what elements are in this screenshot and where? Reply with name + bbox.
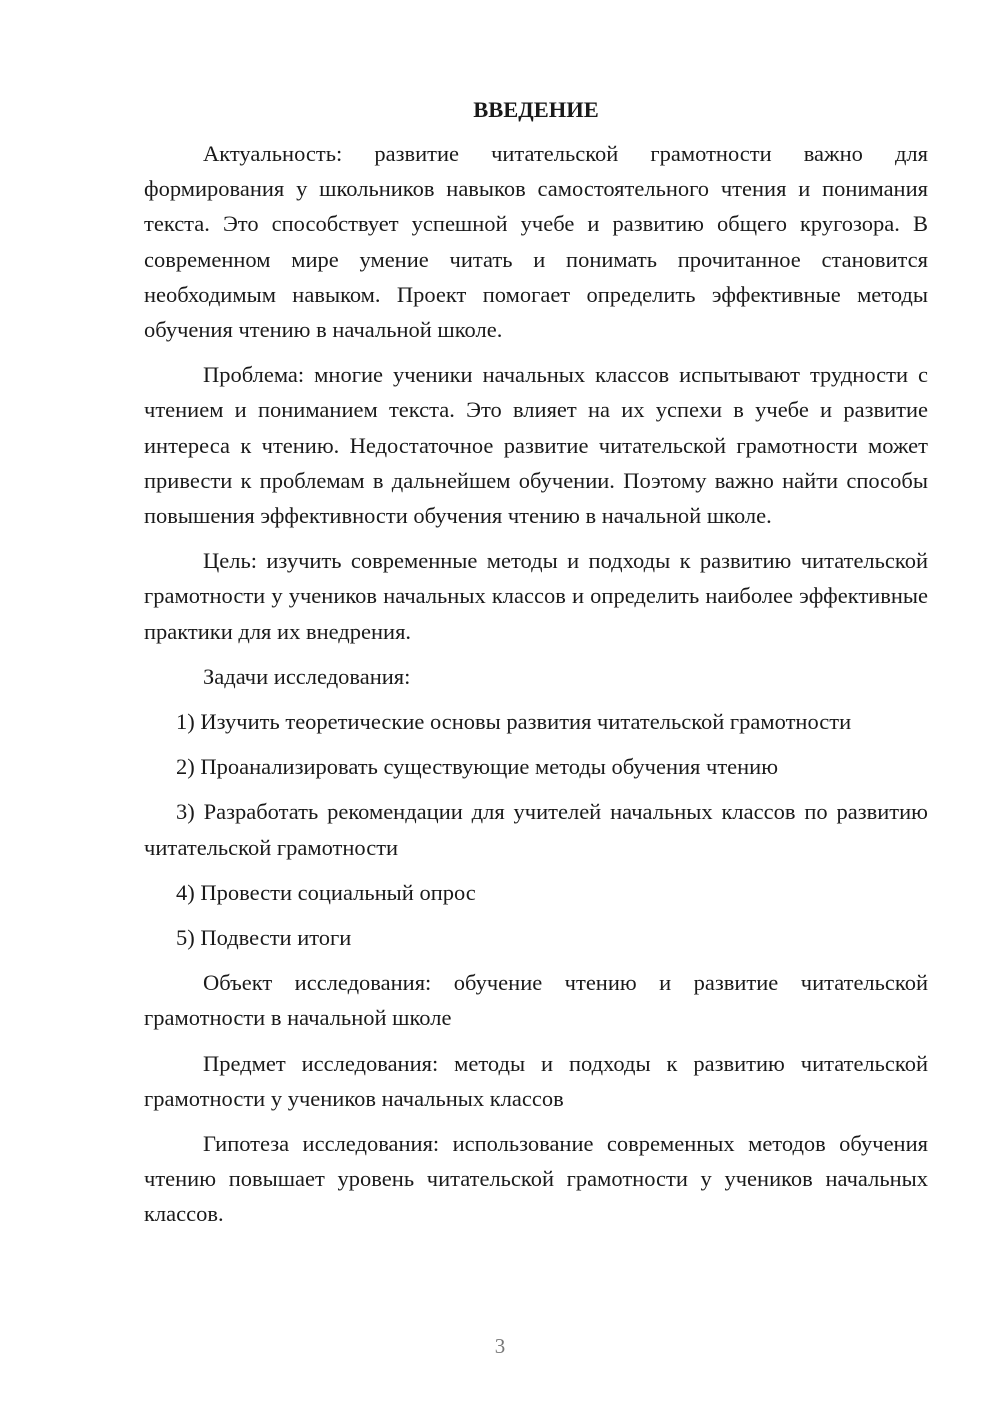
page-content: [144, 94, 928, 1242]
task-item: 2) Проанализировать существующие методы обучения чтению: [176, 754, 779, 780]
task-item: 4) Провести социальный опрос: [176, 879, 476, 905]
task-item: 5) Подвести итоги: [176, 925, 352, 951]
page-title: ВВЕДЕНИЕ: [473, 97, 599, 122]
object-paragraph: Объект исследования: обучение чтению и развитие читательской грамотности в начальной школе: [144, 970, 928, 1031]
hypothesis-paragraph: Гипотеза исследования: использование современных методов обучения чтению повышает уровень читательской грамотности у учеников начальных классов.: [144, 1131, 928, 1227]
task-item: 3) Разработать рекомендации для учителей начальных классов по развитию читательской грамотности: [144, 799, 928, 860]
goal-paragraph: Цель: изучить современные методы и подходы к развитию читательской грамотности у учеников начальных классов и определить наиболее эффективные практики для их внедрения.: [144, 548, 928, 644]
task-item: 1) Изучить теоретические основы развития читательской грамотности: [176, 709, 852, 735]
tasks-heading: Задачи исследования:: [203, 663, 411, 689]
relevance-paragraph: Актуальность: развитие читательской грамотности важно для формирования у школьников навыков самостоятельного чтения и понимания текста. Это способствует успешной учебе и развитию общего кругозора. В современном мире умение читать и понимать прочитанное становится необходимым навыком. Проект помогает определить эффективные методы обучения чтению в начальной школе.: [144, 141, 928, 343]
page-number: 3: [494, 1334, 506, 1358]
subject-paragraph: Предмет исследования: методы и подходы к развитию читательской грамотности у учеников начальных классов: [144, 1050, 928, 1111]
problem-paragraph: Проблема: многие ученики начальных классов испытывают трудности с чтением и пониманием текста. Это влияет на их успехи в учебе и развитие интереса к чтению. Недостаточное развитие читательской грамотности может привести к проблемам в дальнейшем обучении. Поэтому важно найти способы повышения эффективности обучения чтению в начальной школе.: [144, 362, 928, 529]
